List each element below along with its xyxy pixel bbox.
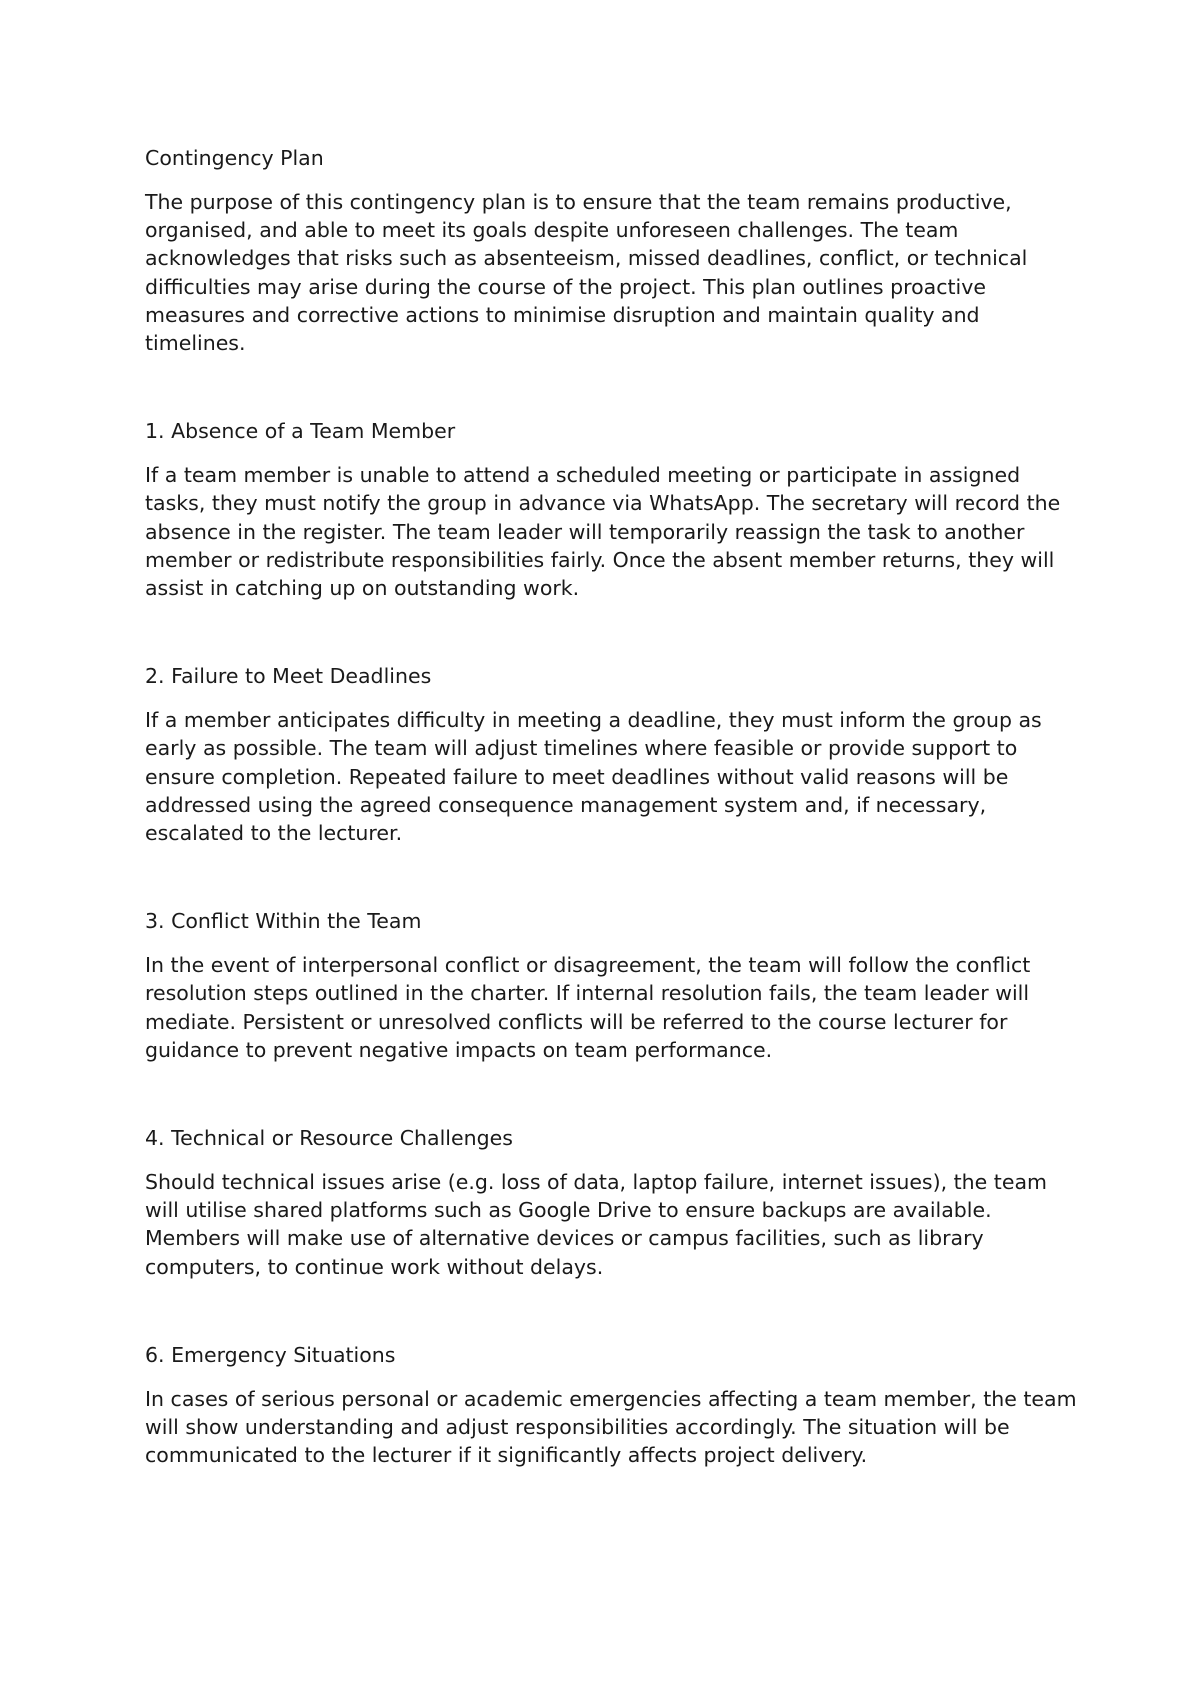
spacer [145, 847, 1085, 907]
section-technical [145, 1124, 1085, 1281]
spacer [145, 1064, 1085, 1124]
page-title: Contingency Plan [145, 146, 324, 170]
intro-paragraph: The purpose of this contingency plan is to ensure that the team remains productive, organised, and able to meet its goals despite unforeseen challenges. The team acknowledges that risks such as absenteeism, missed deadlines, conflict, or technical difficulties may arise during the course of the project. This plan outlines proactive measures and corrective actions to minimise disruption and maintain quality and timelines. [145, 190, 1028, 356]
section-body: In cases of serious personal or academic emergencies affecting a team member, the team will show understanding and adjust responsibilities accordingly. The situation will be communicated to the lecturer if it significantly affects project delivery. [145, 1386, 1077, 1468]
spacer [145, 1281, 1085, 1341]
spacer [145, 357, 1085, 417]
section-heading: 4. Technical or Resource Challenges [145, 1126, 513, 1151]
section-body: In the event of interpersonal conflict or disagreement, the team will follow the conflict resolution steps outlined in the charter. If internal resolution fails, the team leader will mediate. Persistent or unresolved conflicts will be referred to the course lecturer for guidance to prevent negative impacts on team performance. [145, 953, 1031, 1062]
section-emergency [145, 1341, 1085, 1470]
section-heading: 3. Conflict Within the Team [145, 909, 422, 934]
section-absence [145, 417, 1085, 602]
section-deadlines [145, 662, 1085, 847]
section-heading: 2. Failure to Meet Deadlines [145, 664, 432, 689]
section-conflict [145, 907, 1085, 1064]
section-heading: 1. Absence of a Team Member [145, 419, 456, 444]
section-body: If a member anticipates difficulty in meeting a deadline, they must inform the group as early as possible. The team will adjust timelines where feasible or provide support to ensure completion. Repeated failure to meet deadlines without valid reasons will be addressed using the agreed consequence management system and, if necessary, escalated to the lecturer. [145, 708, 1042, 846]
section-heading: 6. Emergency Situations [145, 1342, 396, 1367]
document-page [145, 144, 1085, 1469]
section-body: Should technical issues arise (e.g. loss of data, laptop failure, internet issues), the team will utilise shared platforms such as Google Drive to ensure backups are available. Members will make use of alternative devices or campus facilities, such as library computers, to continue work without delays. [145, 1170, 1047, 1279]
section-body: If a team member is unable to attend a scheduled meeting or participate in assigned tasks, they must notify the group in advance via WhatsApp. The secretary will record the absence in the register. The team leader will temporarily reassign the task to another member or redistribute responsibilities fairly. Once the absent member returns, they will assist in catching up on outstanding work. [145, 463, 1061, 601]
spacer [145, 602, 1085, 662]
